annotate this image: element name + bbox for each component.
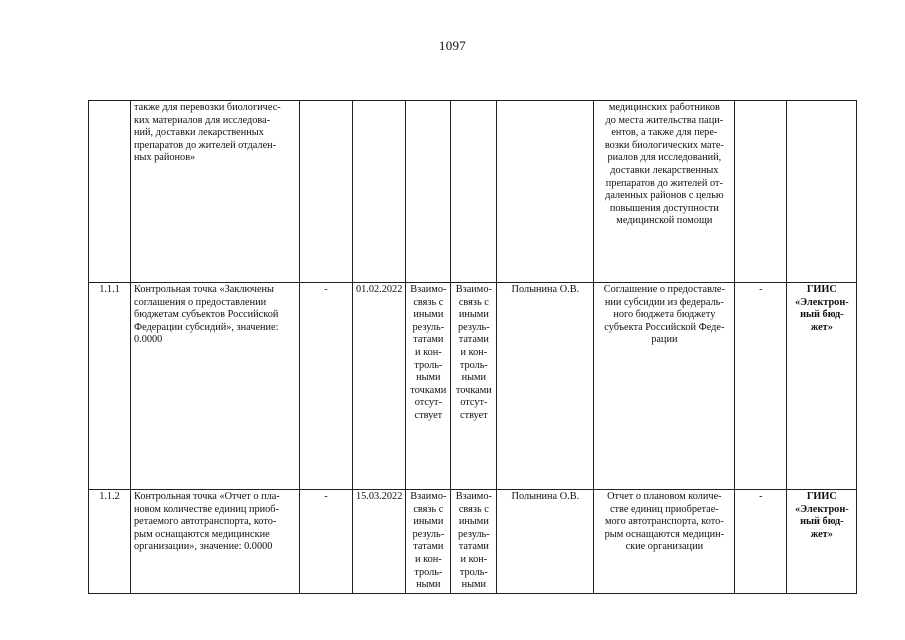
approval-level-cell: -: [735, 283, 787, 490]
result-document-cell-line: возки биологических мате-: [604, 139, 724, 151]
link-previous-cell-line: ствует: [414, 409, 443, 421]
result-document-cell-line: риалов для исследований,: [607, 152, 722, 164]
row-number: [89, 101, 131, 283]
control-point-description-line: бюджетам субъектов Российской: [134, 309, 279, 321]
information-system-cell: [787, 283, 857, 490]
control-point-description: [131, 490, 300, 594]
table-row: [89, 283, 857, 490]
control-point-description-line: ний, доставки лекарственных: [134, 127, 264, 139]
link-previous-cell-line: ными: [416, 579, 441, 591]
result-document-cell-line: субъекта Российской Феде-: [604, 321, 725, 333]
link-previous-cell-line: иными: [413, 309, 444, 321]
link-previous-cell-line: татами: [413, 541, 444, 553]
link-previous-cell-line: и кон-: [415, 346, 442, 358]
link-previous-cell-line: иными: [413, 516, 444, 528]
link-next-cell-line: ными: [461, 579, 487, 591]
information-system-cell-line: ный бюд-: [800, 516, 844, 528]
date-cell: 15.03.2022: [353, 490, 406, 594]
control-point-description: [131, 101, 300, 283]
link-next-cell-line: татами: [458, 541, 489, 553]
result-document-cell-line: Отчет о плановом количе-: [607, 491, 722, 502]
information-system-cell: [787, 490, 857, 594]
link-next-cell-line: иными: [458, 516, 489, 528]
date-cell: [353, 101, 406, 283]
result-document-cell-line: стве единиц приобретае-: [609, 503, 719, 515]
link-previous-cell-line: связь с: [413, 503, 444, 515]
control-point-description-line: ных районов»: [134, 152, 196, 164]
result-document-cell-line: медицинских работников: [608, 102, 720, 113]
link-next-cell-line: точками: [455, 384, 492, 396]
link-next-cell: [451, 490, 497, 594]
control-point-description-line: организации», значение: 0.0000: [134, 541, 273, 553]
result-document-cell-line: ские организации: [625, 541, 704, 553]
date-cell: 01.02.2022: [353, 283, 406, 490]
link-next-cell-line: и кон-: [460, 346, 488, 358]
link-next-cell-line: резуль-: [458, 321, 490, 333]
approval-level-cell: -: [735, 490, 787, 594]
result-document-cell-line: ного бюджета бюджету: [613, 309, 716, 321]
link-next-cell-line: отсут-: [460, 397, 488, 409]
link-previous-cell-line: и кон-: [415, 553, 442, 565]
table-row: [89, 490, 857, 594]
responsible-cell: Полынина О.В.: [497, 283, 594, 490]
control-point-description-line: Федерации субсидий», значение:: [134, 321, 279, 333]
link-previous-cell: [406, 490, 451, 594]
result-document-cell-line: нии субсидии из федераль-: [604, 296, 724, 308]
control-point-description-line: ретаемого автотранспорта, кото-: [134, 516, 277, 528]
result-document-cell-line: рым оснащаются медицин-: [604, 528, 725, 540]
link-next-cell: [451, 283, 497, 490]
information-system-cell-line: ный бюд-: [800, 309, 844, 321]
result-document-cell-line: медицинской помощи: [616, 215, 713, 227]
link-previous-cell: [406, 283, 451, 490]
page-number: 1097: [438, 38, 467, 53]
result-document-cell-line: до места жительства паци-: [605, 114, 724, 126]
link-next-cell-line: татами: [458, 334, 489, 346]
link-next-cell: [451, 101, 497, 283]
link-next-cell-line: и кон-: [460, 553, 488, 565]
result-document-cell-line: даленных районов с целью: [605, 190, 724, 202]
link-next-cell-line: троль-: [459, 359, 488, 371]
information-system-cell-line: «Электрон-: [794, 503, 849, 515]
control-point-description-line: Контрольная точка «Отчет о пла-: [134, 491, 280, 502]
predecessor-cell: -: [300, 490, 353, 594]
responsible-cell: [497, 101, 594, 283]
link-previous-cell-line: отсут-: [414, 397, 442, 409]
control-points-table: [88, 100, 857, 594]
control-point-description: [131, 283, 300, 490]
information-system-cell-line: ГИИС: [806, 491, 837, 502]
link-next-cell-line: связь с: [458, 503, 489, 515]
link-previous-cell-line: ными: [416, 372, 441, 384]
link-next-cell-line: Взаимо-: [455, 491, 492, 502]
information-system-cell-line: жет»: [810, 528, 833, 540]
result-document-cell-line: препаратов до жителей от-: [605, 177, 723, 189]
result-document-cell-line: доставки лекарственных: [610, 164, 719, 176]
link-previous-cell-line: точками: [410, 384, 447, 396]
link-previous-cell-line: резуль-: [412, 528, 445, 540]
control-point-description-line: новом количестве единиц приоб-: [134, 503, 279, 515]
link-previous-cell: [406, 101, 451, 283]
control-point-description-line: Контрольная точка «Заключены: [134, 284, 274, 295]
link-previous-cell-line: троль-: [414, 359, 443, 371]
result-document-cell-line: Соглашение о предоставле-: [603, 284, 725, 295]
result-document-cell-line: повышения доступности: [609, 202, 719, 214]
result-document-cell-line: ентов, а также для пере-: [611, 127, 718, 139]
table-row: [89, 101, 857, 283]
row-number: 1.1.1: [89, 283, 131, 490]
control-point-description-line: препаратов до жителей отдален-: [134, 139, 277, 151]
link-next-cell-line: ствует: [460, 409, 488, 421]
result-document-cell-line: мого автотранспорта, кото-: [604, 516, 724, 528]
link-previous-cell-line: троль-: [414, 566, 443, 578]
link-next-cell-line: ными: [461, 372, 487, 384]
link-previous-cell-line: связь с: [413, 296, 444, 308]
result-document-cell: [594, 283, 735, 490]
row-number: 1.1.2: [89, 490, 131, 594]
control-point-description-line: соглашения о предоставлении: [134, 296, 267, 308]
information-system-cell-line: «Электрон-: [794, 296, 849, 308]
predecessor-cell: [300, 101, 353, 283]
control-point-description-line: также для перевозки биологичес-: [134, 102, 281, 113]
control-point-description-line: ких материалов для исследова-: [134, 114, 271, 126]
link-next-cell-line: Взаимо-: [455, 284, 492, 295]
result-document-cell: [594, 490, 735, 594]
link-previous-cell-line: татами: [413, 334, 444, 346]
link-next-cell-line: резуль-: [458, 528, 490, 540]
result-document-cell-line: рации: [651, 334, 678, 346]
information-system-cell: [787, 101, 857, 283]
link-next-cell-line: связь с: [458, 296, 489, 308]
approval-level-cell: [735, 101, 787, 283]
link-next-cell-line: иными: [458, 309, 489, 321]
link-previous-cell-line: резуль-: [412, 321, 445, 333]
information-system-cell-line: ГИИС: [806, 284, 837, 295]
link-previous-cell-line: Взаимо-: [410, 284, 447, 295]
control-point-description-line: рым оснащаются медицинские: [134, 528, 270, 540]
predecessor-cell: -: [300, 283, 353, 490]
information-system-cell-line: жет»: [810, 321, 833, 333]
link-previous-cell-line: Взаимо-: [410, 491, 447, 502]
link-next-cell-line: троль-: [459, 566, 488, 578]
responsible-cell: Полынина О.В.: [497, 490, 594, 594]
control-point-description-line: 0.0000: [134, 334, 163, 346]
result-document-cell: [594, 101, 735, 283]
